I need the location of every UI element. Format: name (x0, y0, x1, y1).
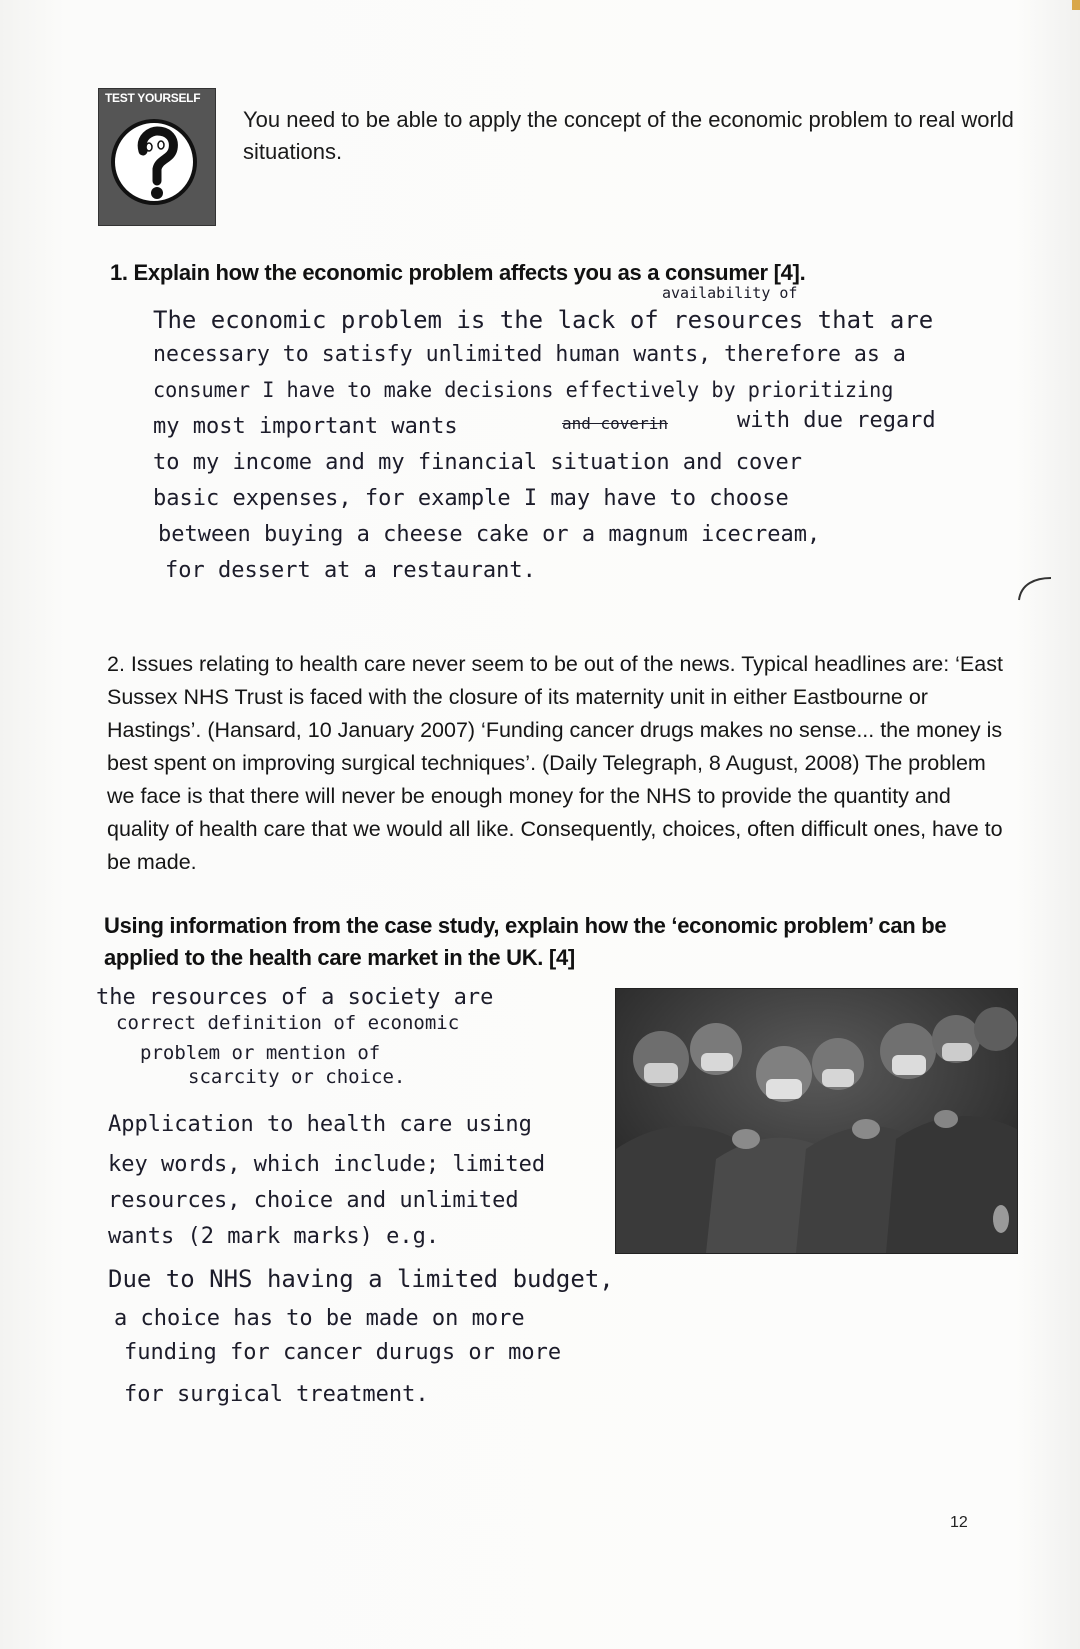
q2-answer-line: problem or mention of (140, 1042, 381, 1064)
badge-label: TEST YOURSELF (105, 91, 201, 105)
q1-answer-line: necessary to satisfy unlimited human wants, therefore as a (153, 342, 906, 367)
q1-answer-line: between buying a cheese cake or a magnum icecream, (158, 522, 821, 547)
q2-answer-line: Due to NHS having a limited budget, (108, 1265, 614, 1293)
question-mark-icon (99, 89, 215, 225)
q2-answer-line: key words, which include; limited (108, 1152, 546, 1177)
question-2-prompt: Using information from the case study, explain how the ‘economic problem’ can be applied to the health care market in the UK. [4] (104, 913, 947, 970)
q1-insertion: availability of (662, 284, 798, 302)
corner-mark (1072, 0, 1080, 10)
margin-mark (1015, 574, 1055, 604)
q1-answer-line: to my income and my financial situation and cover (153, 450, 803, 475)
question-1: 1. Explain how the economic problem affects you as a consumer [4]. (110, 260, 806, 285)
page-number: 12 (950, 1514, 968, 1531)
q1-answer-line: my most important wants (153, 414, 458, 439)
q2-answer-line: wants (2 mark marks) e.g. (108, 1224, 440, 1249)
q2-answer-line: funding for cancer durugs or more (124, 1340, 562, 1365)
q2-answer-line: correct definition of economic (116, 1012, 460, 1034)
test-yourself-badge (98, 88, 216, 226)
q2-answer-line: scarcity or choice. (188, 1066, 406, 1088)
q2-answer-line: Application to health care using (108, 1112, 532, 1137)
nhs-staff-photo (615, 988, 1018, 1254)
q1-answer-line: basic expenses, for example I may have to choose (153, 486, 789, 511)
question-2-case-study: 2. Issues relating to health care never seem to be out of the news. Typical headlines are: ‘East Sussex NHS Trust is faced with the closure of its maternity unit in either Eastbourne or Hastings’. (Hansard, 10 January 2007) ‘Funding cancer drugs makes no sense... the money is best spent on improving surgical techniques’. (Daily Telegraph, 8 August, 2008) The problem we face is that there will never be enough money for the NHS to provide the quantity and quality of health care that we would all like. Consequently, choices, often difficult ones, have to be made. (107, 652, 1003, 874)
q1-answer-line: The economic problem is the lack of resources that are (153, 306, 934, 334)
q1-answer-line: for dessert at a restaurant. (165, 558, 536, 583)
intro-text: You need to be able to apply the concept of the economic problem to real world situations. (243, 107, 1014, 164)
q1-answer-line: with due regard (737, 408, 936, 433)
q2-answer-line: resources, choice and unlimited (108, 1188, 519, 1213)
q2-answer-line: a choice has to be made on more (114, 1306, 525, 1331)
q1-answer-line: consumer I have to make decisions effectively by prioritizing (153, 378, 894, 402)
q2-answer-line: the resources of a society are (96, 985, 494, 1010)
q2-answer-line: for surgical treatment. (124, 1382, 429, 1407)
q1-crossed-out: and coverin (562, 414, 668, 433)
